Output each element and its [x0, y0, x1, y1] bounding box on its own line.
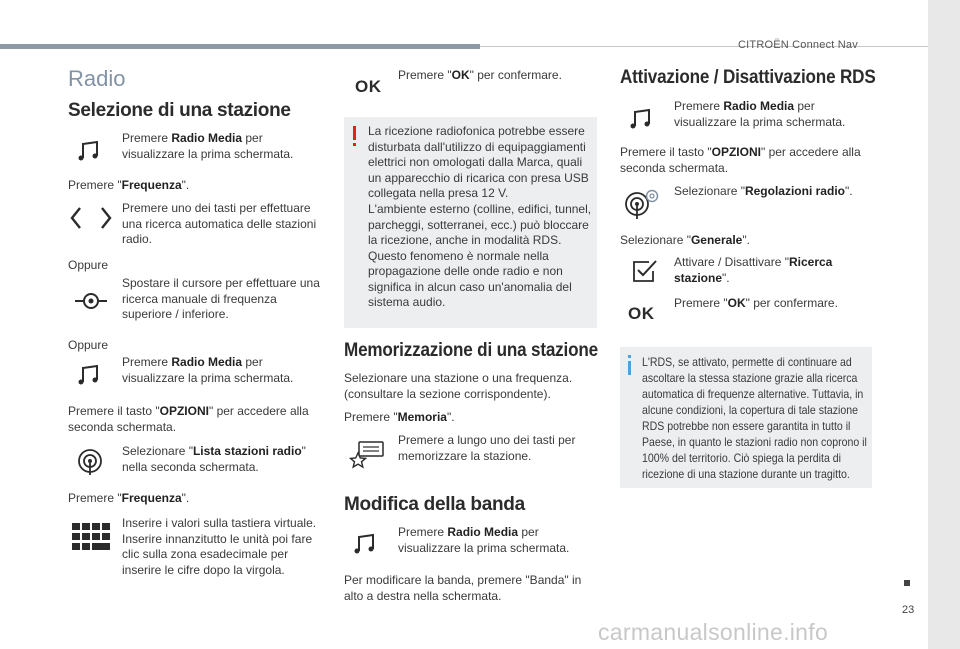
- ok-icon: OK: [628, 304, 655, 323]
- warning-icon: [353, 126, 356, 140]
- text-p1: Premere Radio Media per visualizzare la prima schermata.: [122, 131, 294, 161]
- text-or-2: Oppure: [68, 338, 109, 352]
- text-m3: Premere a lungo uno dei tasti per memorizzare la stazione.: [398, 433, 576, 463]
- warning-text: La ricezione radiofonica potrebbe essere disturbata dall'utilizzo di equipaggiamenti elettrici non omologati dalla Marca, quali un apparecchio di ricarica con presa USB collegata nella presa 12 V.: [368, 124, 589, 200]
- music-note-icon: [352, 531, 378, 557]
- text-p5: Premere Radio Media per visualizzare la prima schermata.: [122, 355, 294, 385]
- slider-cursor-icon: [74, 289, 108, 313]
- text-r6: Premere "OK" per confermare.: [674, 296, 838, 310]
- text-m1: Selezionare una stazione o una frequenza. (consultare la sezione corrispondente).: [344, 371, 573, 401]
- footer-watermark: carmanualsonline.info: [598, 619, 829, 645]
- heading-memorize: Memorizzazione di una stazione: [344, 340, 598, 361]
- page-number: 23: [902, 604, 915, 616]
- heading-rds: Attivazione / Disattivazione RDS: [620, 67, 876, 88]
- music-note-icon: [76, 138, 102, 164]
- end-square: [904, 580, 910, 586]
- memory-star-icon: [349, 440, 385, 470]
- music-note-icon: [76, 362, 102, 388]
- text-b1: Premere Radio Media per visualizzare la prima schermata.: [398, 525, 570, 555]
- text-p8: Premere "Frequenza".: [68, 491, 190, 505]
- header-rule-thin: [480, 46, 928, 47]
- text-r4: Selezionare "Generale".: [620, 233, 750, 247]
- info-text: L'RDS, se attivato, permette di continuare ad ascoltare la stessa stazione grazie alla ricerca automatica di frequenze alternative. Tuttavia, in alcune condizioni, la copertura di tale stazione RDS potrebbe non essere garantita in tutto il Paese, in quanto le stazioni radio non coprono il 100% del territorio. Ciò spiega la perdita di ricezione di una stazione durante un tragitto.: [642, 355, 867, 481]
- text-p2: Premere "Frequenza".: [68, 178, 190, 192]
- text-r1: Premere Radio Media per visualizzare la prima schermata.: [674, 99, 846, 129]
- ok-icon: OK: [355, 77, 382, 96]
- chevrons-left-right-icon: [68, 205, 116, 231]
- text-or-1: Oppure: [68, 258, 109, 272]
- checkbox-icon: [632, 259, 658, 283]
- text-p6: Premere il tasto "OPZIONI" per accedere alla seconda schermata.: [68, 404, 309, 434]
- info-icon-dot: [628, 355, 631, 358]
- brand-label: CITROËN Connect Nav: [738, 39, 858, 51]
- header-rule: [0, 44, 480, 49]
- text-p7: Selezionare "Lista stazioni radio" nella seconda schermata.: [122, 444, 306, 474]
- text-ok-confirm: Premere "OK" per confermare.: [398, 68, 562, 82]
- text-p9: Inserire i valori sulla tastiera virtuale. Inserire innanzitutto le unità poi fare clic sulla zona esadecimale per inserire le cifre dopo la virgola.: [122, 516, 317, 577]
- section-title: Radio: [68, 66, 126, 91]
- keypad-icon: [72, 523, 110, 550]
- radio-antenna-icon: [77, 448, 103, 476]
- radio-settings-icon: [624, 188, 660, 220]
- text-r3: Selezionare "Regolazioni radio".: [674, 184, 853, 198]
- info-icon: [628, 361, 631, 375]
- text-p4: Spostare il cursore per effettuare una ricerca manuale di frequenza superiore / inferiore.: [122, 276, 320, 321]
- text-b2: Per modificare la banda, premere "Banda" in alto a destra nella schermata.: [344, 573, 582, 603]
- text-m2: Premere "Memoria".: [344, 410, 455, 424]
- text-r5: Attivare / Disattivare "Ricerca stazione".: [674, 255, 833, 285]
- text-r2: Premere il tasto "OPZIONI" per accedere alla seconda schermata.: [620, 145, 861, 175]
- heading-station-select: Selezione di una stazione: [68, 100, 291, 121]
- warning-icon-dot: [353, 143, 356, 146]
- warning-text-2: L'ambiente esterno (colline, edifici, tunnel, parcheggi, sotterranei, ecc.) può bloccare la ricezione, anche in modalità RDS. Questo fenomeno è normale nella propagazione delle onde radio e non significa in alcun caso un'anomalia del sistema audio.: [368, 202, 592, 309]
- heading-band: Modifica della banda: [344, 494, 525, 515]
- music-note-icon: [628, 106, 654, 132]
- text-p3: Premere uno dei tasti per effettuare una ricerca automatica delle stazioni radio.: [122, 201, 317, 246]
- page-edge-bar: [928, 0, 960, 649]
